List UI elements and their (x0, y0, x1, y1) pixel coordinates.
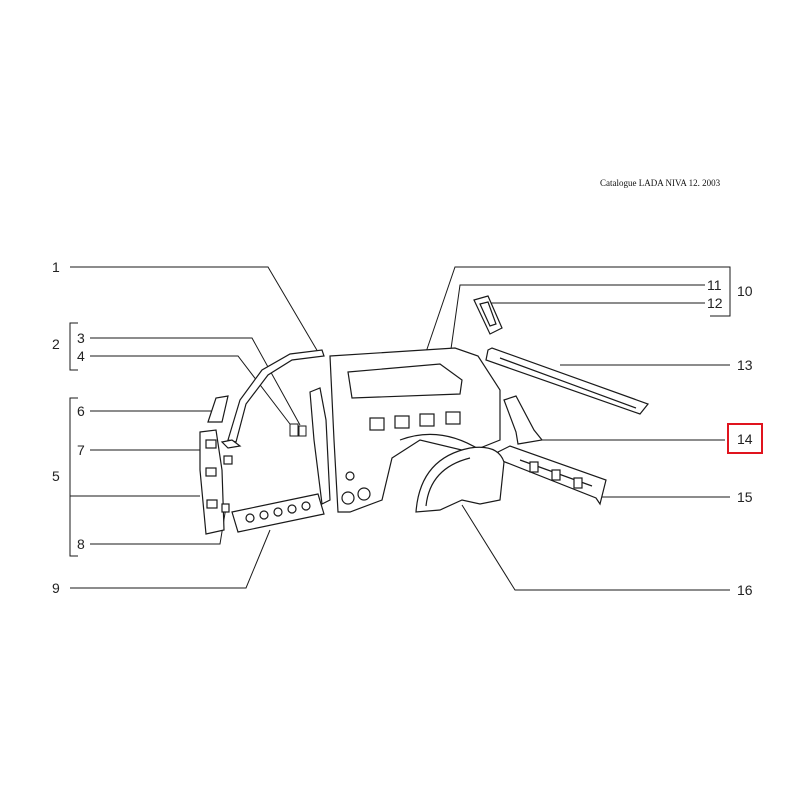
callout-7[interactable]: 7 (77, 442, 85, 458)
callout-2[interactable]: 2 (52, 336, 60, 352)
catalogue-note: Catalogue LADA NIVA 12. 2003 (600, 178, 721, 188)
leader-4 (90, 356, 293, 428)
callout-3[interactable]: 3 (77, 330, 85, 346)
callout-5[interactable]: 5 (52, 468, 60, 484)
leader-16 (462, 505, 730, 590)
callout-16[interactable]: 16 (737, 582, 753, 598)
callout-4[interactable]: 4 (77, 348, 85, 364)
part-14-bracket (504, 396, 542, 444)
part-b-pillar (310, 388, 330, 504)
bracket-5 (70, 398, 78, 556)
callout-11[interactable]: 11 (707, 277, 722, 293)
callout-13[interactable]: 13 (737, 357, 753, 373)
callout-15[interactable]: 15 (737, 489, 753, 505)
part-1-pillar-rail (222, 350, 324, 448)
callout-9[interactable]: 9 (52, 580, 60, 596)
leader-10 (425, 267, 710, 355)
part-9-sill (232, 494, 324, 532)
part-15-lower-rail (498, 446, 606, 504)
part-12-vent (474, 296, 502, 334)
part-6-cap (208, 396, 228, 422)
callout-14[interactable]: 14 (737, 431, 753, 447)
callout-1[interactable]: 1 (52, 259, 60, 275)
leader-1 (70, 267, 318, 352)
part-3-4-brackets (290, 424, 306, 436)
callout-6[interactable]: 6 (77, 403, 85, 419)
part-16-wheel-arch (416, 447, 504, 512)
callout-8[interactable]: 8 (77, 536, 85, 552)
callout-10[interactable]: 10 (737, 283, 753, 299)
leader-3 (90, 338, 300, 425)
leader-9 (70, 530, 270, 588)
callout-12[interactable]: 12 (707, 295, 723, 311)
